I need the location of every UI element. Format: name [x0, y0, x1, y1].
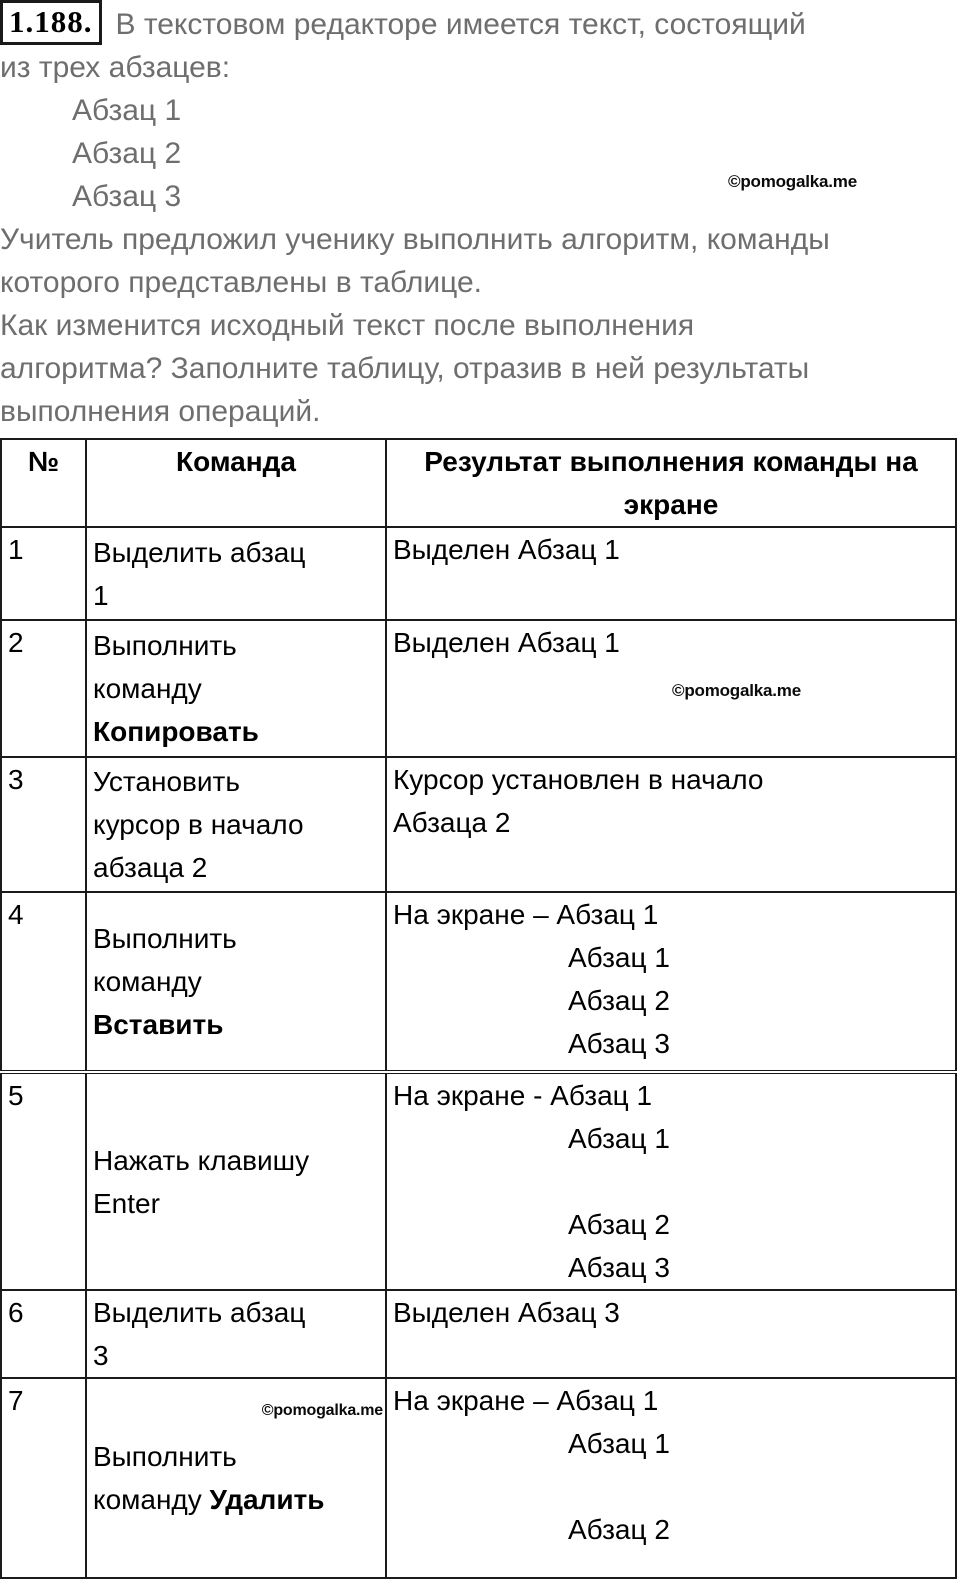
row-result — [386, 1290, 956, 1378]
row-command — [86, 620, 386, 757]
row-command — [86, 1378, 386, 1578]
command-line: Выделить абзац — [93, 1297, 306, 1328]
command-line: абзаца 2 — [93, 852, 208, 883]
command-line-emphasis: Удалить — [209, 1484, 325, 1515]
sample-paragraph-1: Абзац 1 — [72, 94, 182, 127]
row-result — [386, 527, 956, 620]
table-row — [1, 892, 956, 1072]
command-line: команду Удалить — [93, 1484, 325, 1515]
sample-paragraph-3: Абзац 3 — [72, 180, 182, 213]
command-line: курсор в начало — [93, 809, 304, 840]
command-line: Выполнить — [93, 630, 237, 661]
body-text-line-3: Как изменится исходный текст после выполнения — [0, 309, 695, 342]
result-line: Выделен Абзац 1 — [393, 627, 620, 658]
result-line: На экране – Абзац 1 — [393, 899, 659, 930]
result-blank-line — [393, 1465, 949, 1508]
row-number: 6 — [1, 1290, 86, 1378]
header-command: Команда — [86, 439, 386, 527]
row-number: 2 — [1, 620, 86, 757]
command-line: команду — [93, 673, 202, 704]
header-result-line-1: Результат выполнения команды — [424, 446, 878, 477]
row-result — [386, 1378, 956, 1578]
command-line: 3 — [93, 1340, 109, 1371]
intro-text-line-2: из трех абзацев: — [0, 51, 231, 84]
command-line: Нажать клавишу — [93, 1144, 310, 1176]
watermark-top: ©pomogalka.me — [728, 172, 857, 191]
result-line: Абзаца 2 — [393, 807, 511, 838]
watermark-row7: ©pomogalka.me — [261, 1402, 383, 1419]
command-line: Вставить — [93, 1009, 224, 1040]
task-intro — [0, 0, 960, 433]
table-row — [1, 620, 956, 757]
row-result — [386, 620, 956, 757]
table-row — [1, 1072, 956, 1290]
command-line: 1 — [93, 579, 109, 611]
body-text-line-2: которого представлены в таблице. — [0, 266, 483, 299]
row-result — [386, 1072, 956, 1290]
command-line: Выделить абзац — [93, 536, 306, 568]
row-number: 5 — [1, 1072, 86, 1290]
result-blank-line — [393, 1160, 949, 1203]
header-result-line-2: на экране — [623, 446, 918, 520]
intro-text-line-1: В текстовом редакторе имеется текст, состоящий — [115, 8, 806, 41]
header-result — [386, 439, 956, 527]
result-line: Выделен Абзац 3 — [393, 1297, 620, 1328]
row-number: 1 — [1, 527, 86, 620]
command-line: Установить — [93, 766, 240, 797]
row-result — [386, 892, 956, 1072]
body-text-line-1: Учитель предложил ученику выполнить алгоритм, команды — [0, 223, 830, 256]
table-row — [1, 527, 956, 620]
command-line: Копировать — [93, 716, 259, 747]
row-number: 7 — [1, 1378, 86, 1578]
row-number: 4 — [1, 892, 86, 1072]
body-text-line-4: алгоритма? Заполните таблицу, отразив в ней результаты — [0, 352, 810, 385]
row-command — [86, 892, 386, 1072]
row-command — [86, 1072, 386, 1290]
table-head — [1, 439, 956, 527]
watermark-row2: ©pomogalka.me — [672, 681, 801, 700]
result-line: Выделен Абзац 1 — [393, 534, 620, 565]
sample-paragraph-2: Абзац 2 — [72, 137, 182, 170]
table-row — [1, 757, 956, 892]
command-line: Выполнить — [93, 923, 237, 954]
result-line: На экране - Абзац 1 — [393, 1080, 653, 1111]
table-row — [1, 1378, 956, 1578]
table-body — [1, 527, 956, 1578]
body-text-line-5: выполнения операций. — [0, 395, 321, 428]
result-line: Абзац 3 — [568, 1028, 670, 1059]
result-line: На экране – Абзац 1 — [393, 1385, 659, 1416]
command-line: Enter — [93, 1187, 160, 1219]
result-line: Абзац 2 — [568, 985, 670, 1016]
row-result — [386, 757, 956, 892]
result-line: Абзац 2 — [568, 1514, 670, 1545]
result-line: Абзац 3 — [568, 1252, 670, 1283]
result-line: Абзац 1 — [568, 1428, 670, 1459]
result-line: Абзац 2 — [568, 1209, 670, 1240]
result-line: Абзац 1 — [568, 942, 670, 973]
header-number: № — [1, 439, 86, 527]
command-line: команду — [93, 966, 202, 997]
task-number: 1.188. — [0, 0, 102, 45]
row-number: 3 — [1, 757, 86, 892]
row-command — [86, 757, 386, 892]
table-header-row — [1, 439, 956, 527]
row-command — [86, 527, 386, 620]
intro-first-line — [0, 0, 956, 46]
command-line: Выполнить — [93, 1441, 237, 1472]
row-command — [86, 1290, 386, 1378]
result-line: Абзац 1 — [568, 1123, 670, 1154]
result-line: Курсор установлен в начало — [393, 764, 764, 795]
algorithm-table — [0, 438, 957, 1579]
table-row — [1, 1290, 956, 1378]
